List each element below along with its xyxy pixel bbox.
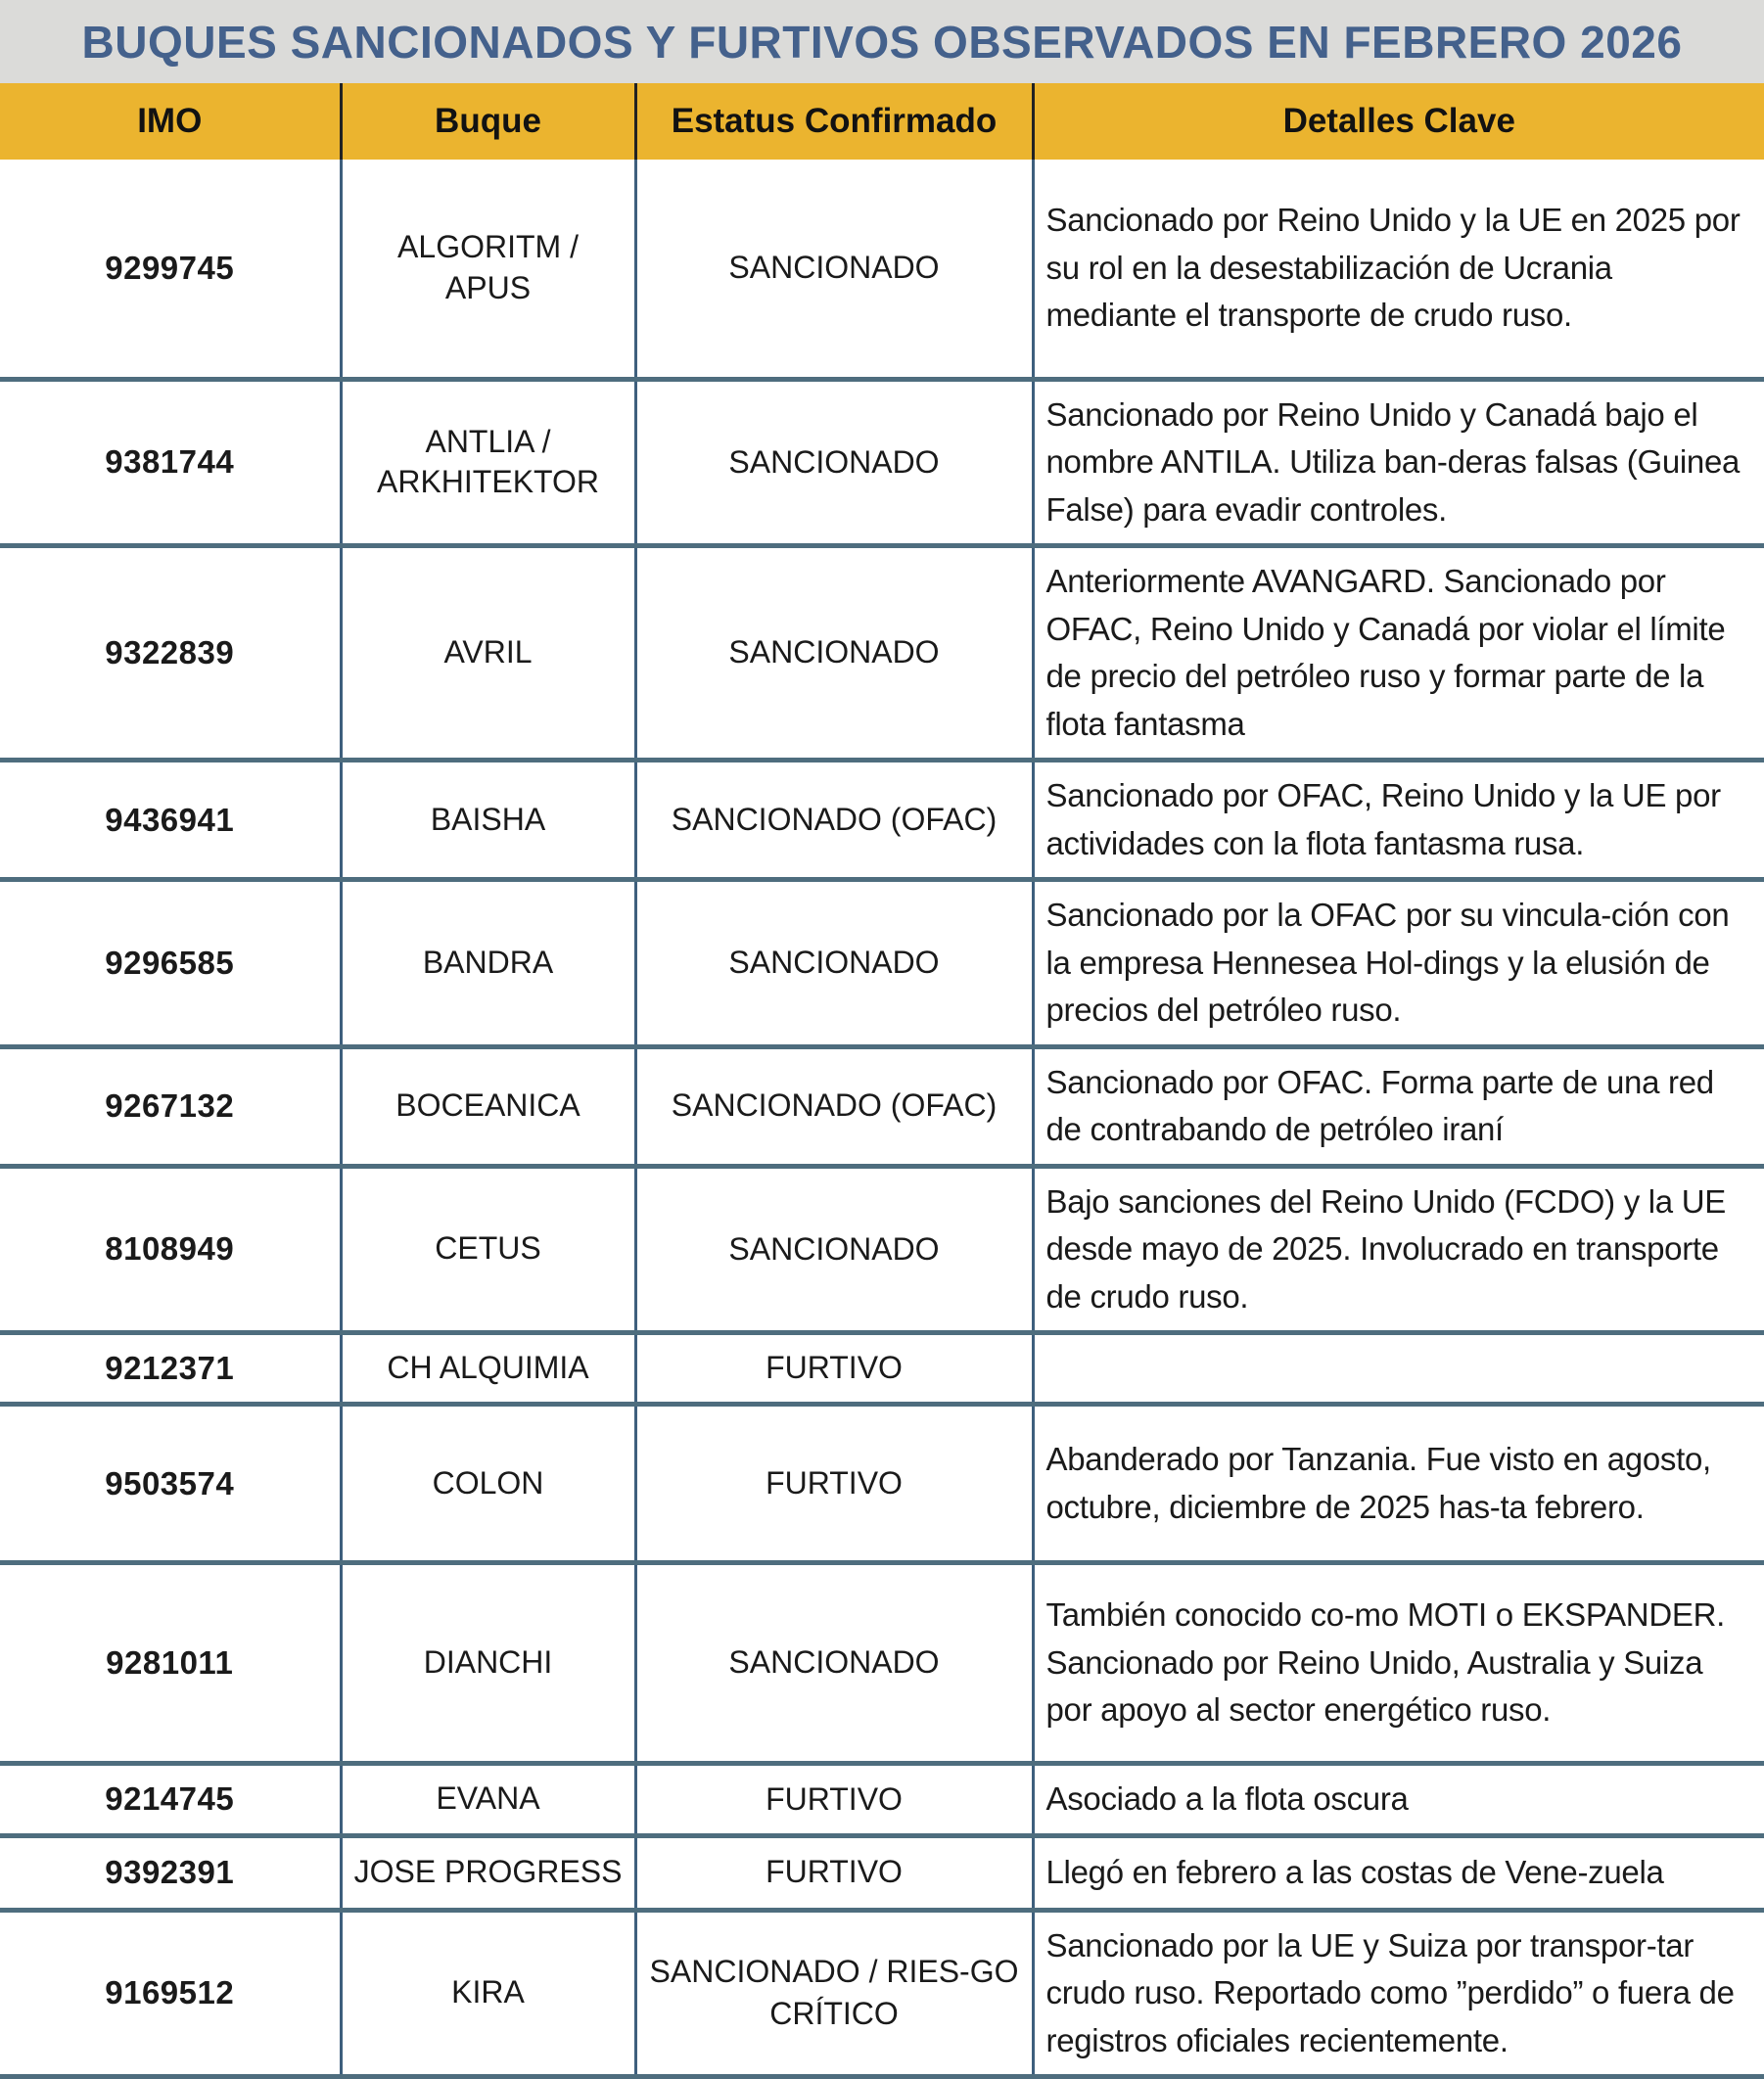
estatus-cell: SANCIONADO / RIES-GO CRÍTICO	[635, 1910, 1033, 2077]
detalles-cell: Sancionado por Reino Unido y Canadá bajo el nombre ANTILA. Utiliza ban-deras falsas (Guinea False) para evadir controles.	[1033, 379, 1764, 546]
table-row	[0, 880, 1764, 1047]
imo-cell: 9267132	[0, 1046, 341, 1166]
detalles-cell: Sancionado por Reino Unido y la UE en 2025 por su rol en la desestabilización de Ucrania mediante el transporte de crudo ruso.	[1033, 160, 1764, 379]
imo-cell: 9214745	[0, 1764, 341, 1836]
estatus-cell: FURTIVO	[635, 1835, 1033, 1910]
estatus-cell: SANCIONADO (OFAC)	[635, 1046, 1033, 1166]
detalles-cell: Sancionado por OFAC. Forma parte de una red de contrabando de petróleo iraní	[1033, 1046, 1764, 1166]
estatus-cell: SANCIONADO	[635, 1563, 1033, 1764]
detalles-cell: Llegó en febrero a las costas de Vene-zuela	[1033, 1835, 1764, 1910]
table-body	[0, 160, 1764, 2077]
detalles-cell: Asociado a la flota oscura	[1033, 1764, 1764, 1836]
estatus-cell: SANCIONADO	[635, 880, 1033, 1047]
estatus-cell: SANCIONADO (OFAC)	[635, 761, 1033, 880]
table-row	[0, 379, 1764, 546]
buque-cell: ALGORITM / APUS	[341, 160, 635, 379]
imo-cell: 9281011	[0, 1563, 341, 1764]
table-row	[0, 1405, 1764, 1563]
detalles-cell: Anteriormente AVANGARD. Sancionado por OFAC, Reino Unido y Canadá por violar el límite de precio del petróleo ruso y formar parte de la flota fantasma	[1033, 546, 1764, 761]
detalles-cell: También conocido co-mo MOTI o EKSPANDER. Sancionado por Reino Unido, Australia y Suiza por apoyo al sector energético ruso.	[1033, 1563, 1764, 1764]
buque-cell: KIRA	[341, 1910, 635, 2077]
imo-cell: 9296585	[0, 880, 341, 1047]
imo-cell: 8108949	[0, 1166, 341, 1333]
imo-cell: 9299745	[0, 160, 341, 379]
buque-cell: BAISHA	[341, 761, 635, 880]
detalles-cell	[1033, 1333, 1764, 1405]
imo-cell: 9381744	[0, 379, 341, 546]
title-band	[0, 0, 1764, 83]
buque-cell: COLON	[341, 1405, 635, 1563]
imo-cell: 9169512	[0, 1910, 341, 2077]
table-row	[0, 1910, 1764, 2077]
detalles-cell: Sancionado por OFAC, Reino Unido y la UE por actividades con la flota fantasma rusa.	[1033, 761, 1764, 880]
table-row	[0, 1835, 1764, 1910]
imo-cell: 9392391	[0, 1835, 341, 1910]
imo-cell: 9322839	[0, 546, 341, 761]
estatus-cell: SANCIONADO	[635, 1166, 1033, 1333]
estatus-cell: SANCIONADO	[635, 160, 1033, 379]
table-row	[0, 1333, 1764, 1405]
detalles-cell: Bajo sanciones del Reino Unido (FCDO) y la UE desde mayo de 2025. Involucrado en transporte de crudo ruso.	[1033, 1166, 1764, 1333]
table-row	[0, 160, 1764, 379]
vessels-table	[0, 83, 1764, 2079]
column-header-imo: IMO	[0, 83, 341, 160]
header-row	[0, 83, 1764, 160]
buque-cell: EVANA	[341, 1764, 635, 1836]
column-header-detalles: Detalles Clave	[1033, 83, 1764, 160]
table-row	[0, 546, 1764, 761]
estatus-cell: FURTIVO	[635, 1764, 1033, 1836]
table-row	[0, 1046, 1764, 1166]
table-row	[0, 761, 1764, 880]
buque-cell: ANTLIA / ARKHITEKTOR	[341, 379, 635, 546]
imo-cell: 9436941	[0, 761, 341, 880]
buque-cell: BANDRA	[341, 880, 635, 1047]
column-header-estatus: Estatus Confirmado	[635, 83, 1033, 160]
imo-cell: 9212371	[0, 1333, 341, 1405]
table-header	[0, 83, 1764, 160]
table-row	[0, 1764, 1764, 1836]
imo-cell: 9503574	[0, 1405, 341, 1563]
column-header-buque: Buque	[341, 83, 635, 160]
table-row	[0, 1563, 1764, 1764]
buque-cell: JOSE PROGRESS	[341, 1835, 635, 1910]
buque-cell: BOCEANICA	[341, 1046, 635, 1166]
estatus-cell: FURTIVO	[635, 1333, 1033, 1405]
detalles-cell: Sancionado por la OFAC por su vincula-ción con la empresa Hennesea Hol-dings y la elusión de precios del petróleo ruso.	[1033, 880, 1764, 1047]
buque-cell: CETUS	[341, 1166, 635, 1333]
buque-cell: AVRIL	[341, 546, 635, 761]
detalles-cell: Abanderado por Tanzania. Fue visto en agosto, octubre, diciembre de 2025 has-ta febrero.	[1033, 1405, 1764, 1563]
page-title: BUQUES SANCIONADOS Y FURTIVOS OBSERVADOS EN FEBRERO 2026	[81, 16, 1683, 68]
buque-cell: CH ALQUIMIA	[341, 1333, 635, 1405]
estatus-cell: FURTIVO	[635, 1405, 1033, 1563]
buque-cell: DIANCHI	[341, 1563, 635, 1764]
estatus-cell: SANCIONADO	[635, 546, 1033, 761]
table-row	[0, 1166, 1764, 1333]
estatus-cell: SANCIONADO	[635, 379, 1033, 546]
detalles-cell: Sancionado por la UE y Suiza por transpor-tar crudo ruso. Reportado como ”perdido” o fuera de registros oficiales recientemente.	[1033, 1910, 1764, 2077]
